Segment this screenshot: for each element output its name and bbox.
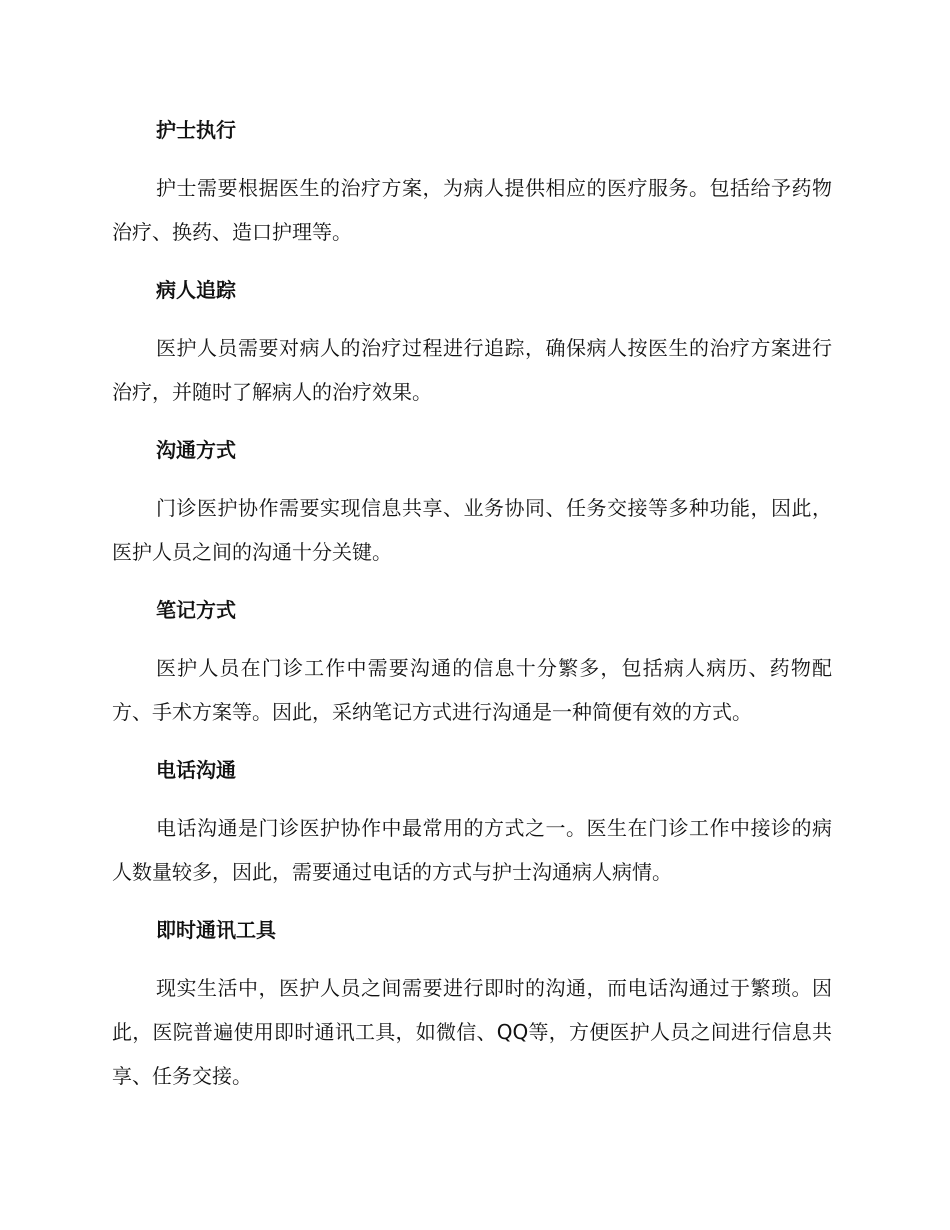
section-heading: 病人追踪 [156,278,236,302]
section-heading: 电话沟通 [156,758,236,782]
section-heading: 沟通方式 [156,438,236,462]
section-heading: 笔记方式 [156,598,236,622]
section-paragraph: 门诊医护协作需要实现信息共享、业务协同、任务交接等多种功能，因此，医护人员之间的沟通十分关键。 [112,496,832,564]
section-paragraph: 电话沟通是门诊医护协作中最常用的方式之一。医生在门诊工作中接诊的病人数量较多，因此，需要通过电话的方式与护士沟通病人病情。 [112,816,832,884]
section-instant-messaging [112,908,832,1098]
section-note-methods [112,588,832,734]
section-paragraph: 现实生活中，医护人员之间需要进行即时的沟通，而电话沟通过于繁琐。因此，医院普遍使用即时通讯工具，如微信、QQ等，方便医护人员之间进行信息共享、任务交接。 [112,976,832,1088]
document-body [112,108,832,1112]
section-paragraph: 护士需要根据医生的治疗方案，为病人提供相应的医疗服务。包括给予药物治疗、换药、造口护理等。 [112,176,832,244]
section-communication-methods [112,428,832,574]
section-paragraph: 医护人员在门诊工作中需要沟通的信息十分繁多，包括病人病历、药物配方、手术方案等。因此，采纳笔记方式进行沟通是一种简便有效的方式。 [112,656,832,724]
section-phone-communication [112,748,832,894]
section-paragraph: 医护人员需要对病人的治疗过程进行追踪，确保病人按医生的治疗方案进行治疗，并随时了解病人的治疗效果。 [112,336,832,404]
section-heading: 即时通讯工具 [156,918,276,942]
section-nurse-execution [112,108,832,254]
section-patient-tracking [112,268,832,414]
section-heading: 护士执行 [156,118,236,142]
